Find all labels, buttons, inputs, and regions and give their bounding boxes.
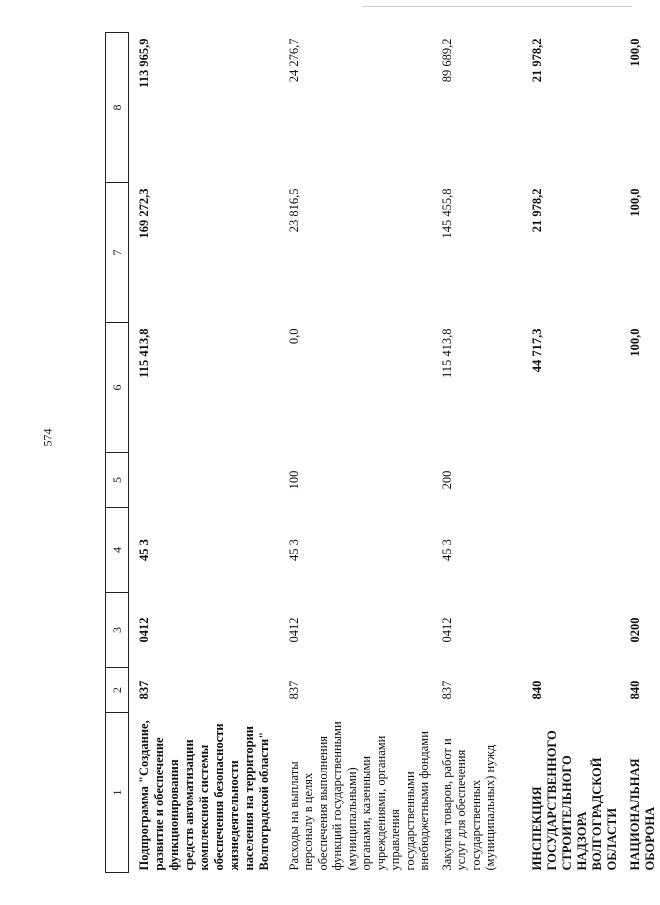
cell-expense-type: 100 bbox=[286, 470, 301, 490]
cell-section-code: 0412 bbox=[286, 617, 301, 643]
row-name: Закупка товаров, работ и услуг для обеспечения государственных (муниципальных) нужд bbox=[439, 738, 497, 871]
cell-amount-7: 23 816,5 bbox=[286, 188, 301, 233]
table-row bbox=[522, 33, 620, 873]
cell-amount-7: 21 978,2 bbox=[529, 188, 544, 233]
cell-expense-type bbox=[522, 453, 620, 508]
cell-amount-8: 100,0 bbox=[627, 38, 642, 67]
cell-target-code bbox=[522, 508, 620, 593]
cell-amount-7: 169 272,3 bbox=[137, 188, 151, 239]
table-row bbox=[432, 33, 522, 873]
cell-amount-6: 0,0 bbox=[286, 328, 301, 345]
column-header-2: 2 bbox=[106, 668, 129, 713]
row-name: Расходы на выплаты персоналу в целях обеспечения выполнения функций государственными (муниципальными) органами, казенными учреждениями, органами управления государственными внебюджетными фондами bbox=[286, 721, 431, 871]
cell-section-code: 0412 bbox=[439, 617, 454, 643]
row-name: НАЦИОНАЛЬНАЯ ОБОРОНА bbox=[627, 758, 657, 871]
cell-amount-6: 115 413,8 bbox=[137, 328, 151, 378]
cell-target-code: 45 3 bbox=[286, 539, 301, 561]
cell-section-code: 0412 bbox=[137, 617, 151, 643]
cell-amount-8: 24 276,7 bbox=[286, 38, 301, 83]
cell-amount-7: 100,0 bbox=[627, 188, 642, 217]
cell-target-code: 45 3 bbox=[137, 539, 151, 561]
cell-amount-6: 115 413,8 bbox=[439, 328, 454, 379]
table-row bbox=[129, 33, 279, 873]
cell-expense-type: 200 bbox=[439, 470, 454, 490]
cell-amount-8: 21 978,2 bbox=[529, 38, 544, 83]
column-header-7: 7 bbox=[106, 183, 129, 323]
row-name: ИНСПЕКЦИЯ ГОСУДАРСТВЕННОГО СТРОИТЕЛЬНОГО НАДЗОРА ВОЛГОГРАДСКОЙ ОБЛАСТИ bbox=[529, 730, 619, 871]
row-name: Подпрограмма "Создание, развитие и обеспечение функционирования средств автоматизации комплексной системы обеспечения безопасности жизнедеятельности населения на территории Волгоградской области" bbox=[137, 720, 271, 871]
cell-amount-8: 113 965,9 bbox=[137, 38, 151, 88]
cell-admin-code: 837 bbox=[439, 680, 454, 700]
cell-amount-6: 44 717,3 bbox=[529, 328, 544, 373]
cell-amount-8: 89 689,2 bbox=[439, 38, 454, 83]
cell-admin-code: 837 bbox=[286, 680, 301, 700]
cell-admin-code: 840 bbox=[529, 680, 544, 700]
table-row bbox=[279, 33, 432, 873]
column-header-3: 3 bbox=[106, 593, 129, 668]
column-header-4: 4 bbox=[106, 508, 129, 593]
budget-table bbox=[105, 32, 660, 873]
page-number: 574 bbox=[40, 428, 55, 447]
column-header-1: 1 bbox=[106, 713, 129, 873]
table-row bbox=[620, 33, 660, 873]
cell-admin-code: 837 bbox=[137, 680, 151, 700]
column-header-6: 6 bbox=[106, 323, 129, 453]
cell-target-code: 45 3 bbox=[439, 539, 454, 561]
scan-edge-line bbox=[362, 6, 632, 7]
header-row bbox=[106, 33, 129, 873]
cell-expense-type bbox=[620, 453, 660, 508]
cell-section-code: 0200 bbox=[627, 617, 642, 643]
cell-amount-6: 100,0 bbox=[627, 328, 642, 357]
cell-target-code bbox=[620, 508, 660, 593]
cell-amount-7: 145 455,8 bbox=[439, 188, 454, 239]
column-header-8: 8 bbox=[106, 33, 129, 183]
budget-table-rotated bbox=[105, 33, 657, 873]
cell-section-code bbox=[522, 593, 620, 668]
cell-admin-code: 840 bbox=[627, 680, 642, 700]
cell-expense-type bbox=[129, 453, 279, 508]
column-header-5: 5 bbox=[106, 453, 129, 508]
